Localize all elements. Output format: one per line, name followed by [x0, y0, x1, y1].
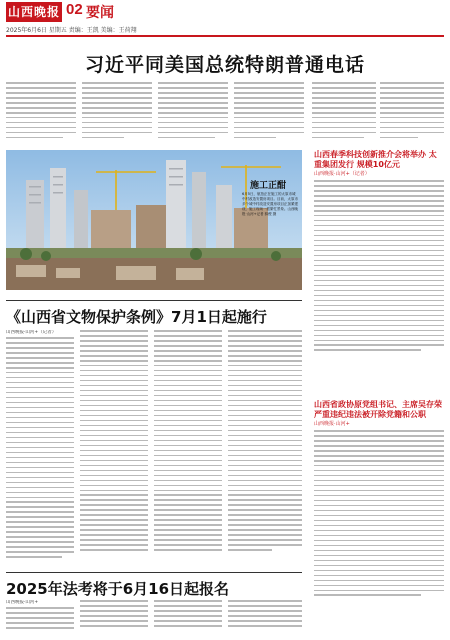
story2-rule [6, 300, 302, 301]
sidebar-mid-byline: 山西晚报·山河+ [314, 421, 350, 427]
story2-byline: 山西晚报·山河+（记者） [6, 330, 57, 335]
page-number: 02 [66, 1, 83, 18]
photo-caption-title: 施工正酣 [250, 181, 287, 191]
newspaper-logo: 山西晚报 [6, 2, 62, 22]
sidebar-mid-story [314, 400, 444, 620]
construction-photo-image [6, 150, 302, 290]
story3-rule [6, 572, 302, 573]
story3-column-2 [80, 600, 148, 638]
sidebar-top-body [314, 180, 444, 360]
story3-column-3 [154, 600, 222, 638]
section-name: 要闻 [86, 5, 114, 21]
masthead [0, 0, 450, 38]
story3-headline: 2025年法考将于6月16日起报名 [6, 580, 230, 598]
masthead-rule [6, 35, 444, 37]
main-story-column-1 [6, 82, 76, 144]
issue-line: 2025年6月6日 星期五 责编：王凯 美编：王荷翔 [6, 27, 137, 34]
sidebar-top-title: 山西春季科技创新推介会将举办 太重集团发行 规模10亿元 [314, 150, 437, 169]
sidebar-top-byline: 山西晚报·山河+（记者） [314, 171, 370, 177]
story3-column-4 [228, 600, 302, 638]
story2-column-4 [228, 330, 302, 562]
story3-byline: 山西晚报·山河+ [6, 600, 39, 605]
main-story-column-2 [82, 82, 152, 144]
photo-caption: 6月5日，航拍正在施工的太原市城中村改造安置房项目。目前，太原市多个城中村改造安置房项目正加紧建设，施工现场一派繁忙景象。山西晚报·山河+记者 薛俊 摄 [242, 192, 298, 216]
sidebar-top-story [314, 150, 444, 360]
sidebar-mid-body [314, 430, 444, 620]
story3-column-1 [6, 600, 74, 638]
main-story-column-6 [380, 82, 444, 144]
construction-photo [6, 150, 302, 290]
main-story-column-3 [158, 82, 228, 144]
sidebar-mid-title: 山西省政协原党组书记、主席吴存荣 严重违纪违法被开除党籍和公职 [314, 400, 442, 419]
story2-headline: 《山西省文物保护条例》7月1日起施行 [6, 308, 267, 326]
story2-column-1 [6, 330, 74, 562]
story2-column-2 [80, 330, 148, 562]
main-story-column-4 [234, 82, 304, 144]
main-story-column-5 [312, 82, 376, 144]
story2-column-3 [154, 330, 222, 562]
main-headline: 习近平同美国总统特朗普通电话 [84, 54, 365, 76]
